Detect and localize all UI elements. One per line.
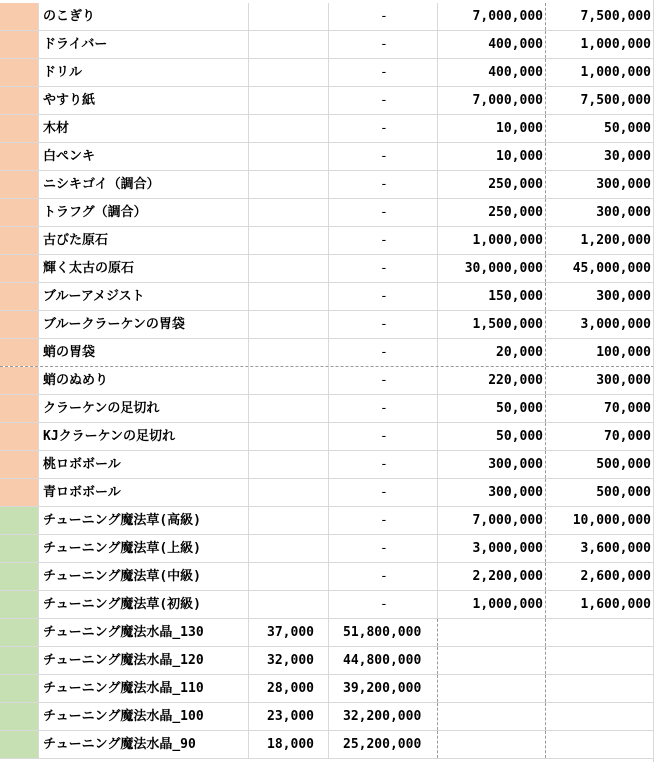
quantity-cell[interactable] bbox=[248, 367, 328, 394]
table-row bbox=[0, 423, 654, 451]
max-price-cell[interactable]: 300,000 bbox=[545, 199, 653, 226]
total-cell[interactable]: - bbox=[328, 227, 437, 254]
group-color-cell[interactable] bbox=[0, 479, 38, 506]
quantity-cell[interactable] bbox=[248, 87, 328, 114]
max-price-cell[interactable]: 300,000 bbox=[545, 367, 653, 394]
item-name-cell[interactable]: ニシキゴイ（調合） bbox=[38, 171, 248, 198]
total-cell[interactable]: - bbox=[328, 395, 437, 422]
item-name-cell[interactable]: 蛸のぬめり bbox=[38, 367, 248, 394]
max-price-cell[interactable]: 7,500,000 bbox=[545, 3, 653, 30]
total-cell[interactable]: 44,800,000 bbox=[328, 647, 437, 674]
table-row bbox=[0, 199, 654, 227]
quantity-cell[interactable]: 28,000 bbox=[248, 675, 328, 702]
total-cell[interactable]: 32,200,000 bbox=[328, 703, 437, 730]
total-cell[interactable]: - bbox=[328, 479, 437, 506]
min-price-cell[interactable]: 50,000 bbox=[437, 423, 545, 450]
quantity-cell[interactable] bbox=[248, 591, 328, 618]
item-name-cell[interactable]: チューニング魔法水晶_100 bbox=[38, 703, 248, 730]
max-price-cell[interactable] bbox=[545, 703, 653, 730]
total-cell[interactable]: - bbox=[328, 591, 437, 618]
max-price-cell[interactable]: 30,000 bbox=[545, 143, 653, 170]
quantity-cell[interactable]: 23,000 bbox=[248, 703, 328, 730]
max-price-cell[interactable]: 2,600,000 bbox=[545, 563, 653, 590]
group-color-cell[interactable] bbox=[0, 675, 38, 702]
group-color-cell[interactable] bbox=[0, 171, 38, 198]
table-row bbox=[0, 731, 654, 759]
quantity-cell[interactable] bbox=[248, 31, 328, 58]
total-cell[interactable]: - bbox=[328, 423, 437, 450]
table-row bbox=[0, 3, 654, 31]
item-name-cell[interactable]: チューニング魔法水晶_130 bbox=[38, 619, 248, 646]
item-name-cell[interactable]: チューニング魔法草(中級) bbox=[38, 563, 248, 590]
max-price-cell[interactable]: 300,000 bbox=[545, 171, 653, 198]
max-price-cell[interactable]: 500,000 bbox=[545, 451, 653, 478]
quantity-cell[interactable] bbox=[248, 535, 328, 562]
min-price-cell[interactable]: 300,000 bbox=[437, 479, 545, 506]
total-cell[interactable]: - bbox=[328, 199, 437, 226]
table-row bbox=[0, 367, 654, 395]
group-color-cell[interactable] bbox=[0, 535, 38, 562]
max-price-cell[interactable]: 1,000,000 bbox=[545, 31, 653, 58]
item-name-cell[interactable]: のこぎり bbox=[38, 3, 248, 30]
min-price-cell[interactable]: 30,000,000 bbox=[437, 255, 545, 282]
quantity-cell[interactable] bbox=[248, 563, 328, 590]
table-row bbox=[0, 87, 654, 115]
quantity-cell[interactable] bbox=[248, 3, 328, 30]
table-row bbox=[0, 143, 654, 171]
item-name-cell[interactable]: ブルークラーケンの胃袋 bbox=[38, 311, 248, 338]
min-price-cell[interactable] bbox=[437, 619, 545, 646]
total-cell[interactable]: 25,200,000 bbox=[328, 731, 437, 758]
min-price-cell[interactable]: 2,200,000 bbox=[437, 563, 545, 590]
group-color-cell[interactable] bbox=[0, 563, 38, 590]
min-price-cell[interactable]: 10,000 bbox=[437, 143, 545, 170]
table-row bbox=[0, 451, 654, 479]
min-price-cell[interactable]: 7,000,000 bbox=[437, 3, 545, 30]
max-price-cell[interactable]: 70,000 bbox=[545, 395, 653, 422]
table-row bbox=[0, 115, 654, 143]
quantity-cell[interactable] bbox=[248, 115, 328, 142]
min-price-cell[interactable]: 150,000 bbox=[437, 283, 545, 310]
group-color-cell[interactable] bbox=[0, 255, 38, 282]
item-name-cell[interactable]: やすり紙 bbox=[38, 87, 248, 114]
group-color-cell[interactable] bbox=[0, 395, 38, 422]
max-price-cell[interactable]: 50,000 bbox=[545, 115, 653, 142]
total-cell[interactable]: - bbox=[328, 311, 437, 338]
min-price-cell[interactable] bbox=[437, 703, 545, 730]
max-price-cell[interactable]: 300,000 bbox=[545, 283, 653, 310]
group-color-cell[interactable] bbox=[0, 703, 38, 730]
min-price-cell[interactable]: 3,000,000 bbox=[437, 535, 545, 562]
total-cell[interactable]: - bbox=[328, 507, 437, 534]
table-row bbox=[0, 703, 654, 731]
min-price-cell[interactable]: 250,000 bbox=[437, 199, 545, 226]
group-color-cell[interactable] bbox=[0, 367, 38, 394]
min-price-cell[interactable]: 20,000 bbox=[437, 339, 545, 366]
quantity-cell[interactable] bbox=[248, 199, 328, 226]
quantity-cell[interactable] bbox=[248, 479, 328, 506]
table-row bbox=[0, 395, 654, 423]
table-row bbox=[0, 339, 654, 367]
table-row bbox=[0, 675, 654, 703]
quantity-cell[interactable] bbox=[248, 255, 328, 282]
quantity-cell[interactable] bbox=[248, 339, 328, 366]
group-color-cell[interactable] bbox=[0, 115, 38, 142]
quantity-cell[interactable]: 32,000 bbox=[248, 647, 328, 674]
table-row bbox=[0, 283, 654, 311]
quantity-cell[interactable] bbox=[248, 311, 328, 338]
group-color-cell[interactable] bbox=[0, 227, 38, 254]
min-price-cell[interactable]: 250,000 bbox=[437, 171, 545, 198]
item-name-cell[interactable]: 木材 bbox=[38, 115, 248, 142]
group-color-cell[interactable] bbox=[0, 507, 38, 534]
total-cell[interactable]: - bbox=[328, 339, 437, 366]
table-row bbox=[0, 255, 654, 283]
max-price-cell[interactable]: 3,000,000 bbox=[545, 311, 653, 338]
min-price-cell[interactable]: 220,000 bbox=[437, 367, 545, 394]
max-price-cell[interactable] bbox=[545, 647, 653, 674]
table-row bbox=[0, 591, 654, 619]
quantity-cell[interactable] bbox=[248, 283, 328, 310]
quantity-cell[interactable] bbox=[248, 507, 328, 534]
item-name-cell[interactable]: チューニング魔法水晶_90 bbox=[38, 731, 248, 758]
total-cell[interactable]: - bbox=[328, 171, 437, 198]
max-price-cell[interactable] bbox=[545, 619, 653, 646]
min-price-cell[interactable]: 400,000 bbox=[437, 31, 545, 58]
total-cell[interactable]: - bbox=[328, 255, 437, 282]
group-color-cell[interactable] bbox=[0, 283, 38, 310]
table-row bbox=[0, 479, 654, 507]
total-cell[interactable]: - bbox=[328, 451, 437, 478]
table-row bbox=[0, 59, 654, 87]
item-name-cell[interactable]: 蛸の胃袋 bbox=[38, 339, 248, 366]
max-price-cell[interactable]: 3,600,000 bbox=[545, 535, 653, 562]
group-color-cell[interactable] bbox=[0, 423, 38, 450]
quantity-cell[interactable] bbox=[248, 143, 328, 170]
table-row bbox=[0, 563, 654, 591]
min-price-cell[interactable] bbox=[437, 675, 545, 702]
table-row bbox=[0, 171, 654, 199]
max-price-cell[interactable]: 7,500,000 bbox=[545, 87, 653, 114]
item-name-cell[interactable]: クラーケンの足切れ bbox=[38, 395, 248, 422]
total-cell[interactable]: - bbox=[328, 87, 437, 114]
max-price-cell[interactable]: 1,600,000 bbox=[545, 591, 653, 618]
group-color-cell[interactable] bbox=[0, 731, 38, 758]
table-row bbox=[0, 311, 654, 339]
item-name-cell[interactable]: 白ペンキ bbox=[38, 143, 248, 170]
min-price-cell[interactable]: 10,000 bbox=[437, 115, 545, 142]
total-cell[interactable]: 51,800,000 bbox=[328, 619, 437, 646]
table-row bbox=[0, 535, 654, 563]
total-cell[interactable]: - bbox=[328, 535, 437, 562]
quantity-cell[interactable]: 18,000 bbox=[248, 731, 328, 758]
quantity-cell[interactable] bbox=[248, 395, 328, 422]
item-name-cell[interactable]: 輝く太古の原石 bbox=[38, 255, 248, 282]
group-color-cell[interactable] bbox=[0, 591, 38, 618]
group-color-cell[interactable] bbox=[0, 619, 38, 646]
table-row bbox=[0, 507, 654, 535]
item-name-cell[interactable]: ドリル bbox=[38, 59, 248, 86]
min-price-cell[interactable]: 7,000,000 bbox=[437, 507, 545, 534]
quantity-cell[interactable] bbox=[248, 171, 328, 198]
max-price-cell[interactable]: 70,000 bbox=[545, 423, 653, 450]
total-cell[interactable]: - bbox=[328, 367, 437, 394]
quantity-cell[interactable] bbox=[248, 227, 328, 254]
group-color-cell[interactable] bbox=[0, 31, 38, 58]
group-color-cell[interactable] bbox=[0, 199, 38, 226]
group-color-cell[interactable] bbox=[0, 3, 38, 30]
table-row bbox=[0, 227, 654, 255]
total-cell[interactable]: - bbox=[328, 115, 437, 142]
item-name-cell[interactable]: 古びた原石 bbox=[38, 227, 248, 254]
item-name-cell[interactable]: トラフグ（調合） bbox=[38, 199, 248, 226]
min-price-cell[interactable]: 400,000 bbox=[437, 59, 545, 86]
total-cell[interactable]: - bbox=[328, 59, 437, 86]
min-price-cell[interactable] bbox=[437, 731, 545, 758]
quantity-cell[interactable] bbox=[248, 451, 328, 478]
item-name-cell[interactable]: チューニング魔法草(初級) bbox=[38, 591, 248, 618]
min-price-cell[interactable]: 7,000,000 bbox=[437, 87, 545, 114]
total-cell[interactable]: - bbox=[328, 143, 437, 170]
item-name-cell[interactable]: ブルーアメジスト bbox=[38, 283, 248, 310]
quantity-cell[interactable]: 37,000 bbox=[248, 619, 328, 646]
max-price-cell[interactable]: 10,000,000 bbox=[545, 507, 653, 534]
min-price-cell[interactable]: 300,000 bbox=[437, 451, 545, 478]
group-color-cell[interactable] bbox=[0, 87, 38, 114]
table-row bbox=[0, 647, 654, 675]
table-row bbox=[0, 31, 654, 59]
item-name-cell[interactable]: ドライバー bbox=[38, 31, 248, 58]
table-row bbox=[0, 619, 654, 647]
max-price-cell[interactable] bbox=[545, 731, 653, 758]
min-price-cell[interactable]: 50,000 bbox=[437, 395, 545, 422]
min-price-cell[interactable] bbox=[437, 647, 545, 674]
quantity-cell[interactable] bbox=[248, 59, 328, 86]
max-price-cell[interactable]: 45,000,000 bbox=[545, 255, 653, 282]
group-color-cell[interactable] bbox=[0, 311, 38, 338]
min-price-cell[interactable]: 1,000,000 bbox=[437, 591, 545, 618]
item-name-cell[interactable]: KJクラーケンの足切れ bbox=[38, 423, 248, 450]
item-name-cell[interactable]: チューニング魔法水晶_120 bbox=[38, 647, 248, 674]
total-cell[interactable]: - bbox=[328, 563, 437, 590]
item-name-cell[interactable]: 青ロボボール bbox=[38, 479, 248, 506]
max-price-cell[interactable]: 100,000 bbox=[545, 339, 653, 366]
item-name-cell[interactable]: チューニング魔法草(上級) bbox=[38, 535, 248, 562]
max-price-cell[interactable]: 1,200,000 bbox=[545, 227, 653, 254]
group-color-cell[interactable] bbox=[0, 143, 38, 170]
group-color-cell[interactable] bbox=[0, 339, 38, 366]
total-cell[interactable]: - bbox=[328, 283, 437, 310]
total-cell[interactable]: - bbox=[328, 31, 437, 58]
group-color-cell[interactable] bbox=[0, 59, 38, 86]
min-price-cell[interactable]: 1,500,000 bbox=[437, 311, 545, 338]
item-name-cell[interactable]: チューニング魔法水晶_110 bbox=[38, 675, 248, 702]
max-price-cell[interactable]: 1,000,000 bbox=[545, 59, 653, 86]
total-cell[interactable]: 39,200,000 bbox=[328, 675, 437, 702]
total-cell[interactable]: - bbox=[328, 3, 437, 30]
max-price-cell[interactable] bbox=[545, 675, 653, 702]
max-price-cell[interactable]: 500,000 bbox=[545, 479, 653, 506]
group-color-cell[interactable] bbox=[0, 647, 38, 674]
group-color-cell[interactable] bbox=[0, 451, 38, 478]
item-name-cell[interactable]: 桃ロボボール bbox=[38, 451, 248, 478]
item-name-cell[interactable]: チューニング魔法草(高級) bbox=[38, 507, 248, 534]
min-price-cell[interactable]: 1,000,000 bbox=[437, 227, 545, 254]
quantity-cell[interactable] bbox=[248, 423, 328, 450]
